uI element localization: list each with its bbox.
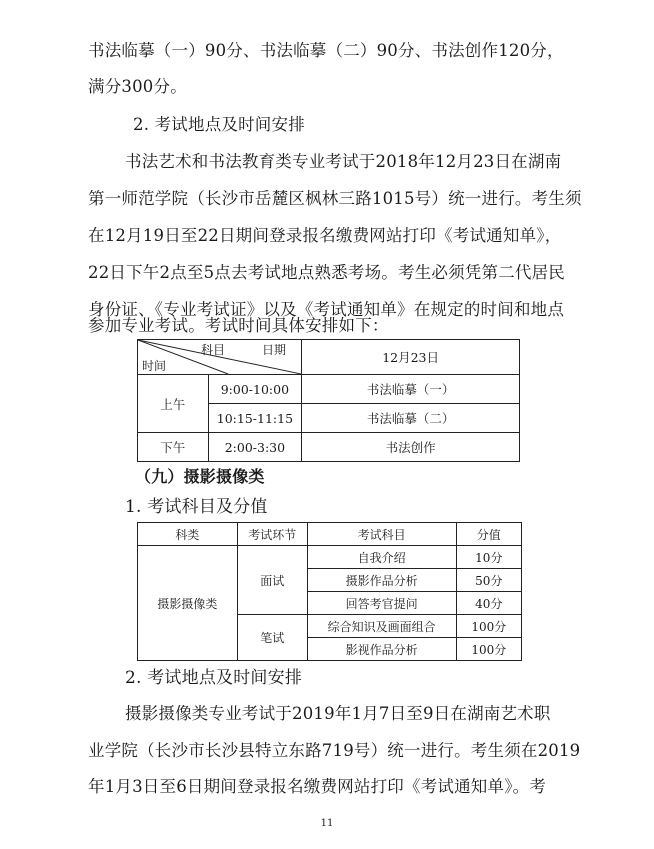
paragraph-line: 摄影摄像类专业考试于2019年1月7日至9日在湖南艺术职 xyxy=(125,704,551,723)
score-cell: 100分 xyxy=(456,615,521,638)
subject-cell: 摄影作品分析 xyxy=(307,569,456,592)
time-cell: 2:00-3:30 xyxy=(208,433,302,462)
paragraph-line: 年1月3日至6日期间登录报名缴费网站打印《考试通知单》。考 xyxy=(88,777,547,796)
paragraph-line: 身份证、《专业考试证》以及《考试通知单》在规定的时间和地点 xyxy=(88,300,565,319)
paragraph-line: 第一师范学院（长沙市岳麓区枫林三路1015号）统一进行。考生须 xyxy=(88,189,582,208)
subject-cell: 书法创作 xyxy=(302,433,520,462)
header-cell: 考试科目 xyxy=(307,523,456,546)
subject-cell: 综合知识及画面组合 xyxy=(307,615,456,638)
header-cell: 科类 xyxy=(138,523,238,546)
category-cell: 摄影摄像类 xyxy=(138,546,238,661)
subsection-heading: 2. 考试地点及时间安排 xyxy=(125,668,303,688)
paragraph-line: 参加专业考试。考试时间具体安排如下： xyxy=(88,316,389,335)
subjects-scores-table xyxy=(137,522,522,661)
subsection-heading: 1. 考试科目及分值 xyxy=(125,497,268,517)
period-cell: 下午 xyxy=(138,433,209,462)
diagonal-header-cell xyxy=(138,340,302,375)
period-cell: 上午 xyxy=(138,375,209,433)
stage-cell: 面试 xyxy=(237,546,307,615)
section-heading: 2. 考试地点及时间安排 xyxy=(133,115,305,134)
header-cell: 考试环节 xyxy=(237,523,307,546)
stage-cell: 笔试 xyxy=(237,615,307,661)
subject-cell: 回答考官提问 xyxy=(307,592,456,615)
page-number: 11 xyxy=(320,818,334,829)
paragraph-line: 22日下午2点至5点去考试地点熟悉考场。考生必须凭第二代居民 xyxy=(88,263,565,282)
header-date: 日期 xyxy=(262,343,287,357)
subject-cell: 书法临摹（一） xyxy=(302,375,520,404)
score-cell: 50分 xyxy=(456,569,521,592)
score-cell: 40分 xyxy=(456,592,521,615)
paragraph-line: 书法艺术和书法教育类专业考试于2018年12月23日在湖南 xyxy=(125,152,562,171)
score-cell: 10分 xyxy=(456,546,521,569)
paragraph-line: 满分300分。 xyxy=(88,77,187,96)
header-day: 12月23日 xyxy=(302,340,520,375)
paragraph-line: 书法临摹（一）90分、书法临摹（二）90分、书法创作120分， xyxy=(88,41,564,60)
time-cell: 10:15-11:15 xyxy=(208,404,302,433)
subject-cell: 书法临摹（二） xyxy=(302,404,520,433)
subject-cell: 自我介绍 xyxy=(307,546,456,569)
time-cell: 9:00-10:00 xyxy=(208,375,302,404)
paragraph-line: 业学院（长沙市长沙县特立东路719号）统一进行。考生须在2019 xyxy=(88,741,581,760)
header-subject: 科目 xyxy=(201,343,226,357)
score-cell: 100分 xyxy=(456,638,521,661)
paragraph-line: 在12月19日至22日期间登录报名缴费网站打印《考试通知单》， xyxy=(88,226,562,245)
exam-schedule-table xyxy=(137,339,520,462)
section-heading: （九）摄影摄像类 xyxy=(135,467,265,486)
header-cell: 分值 xyxy=(456,523,521,546)
subject-cell: 影视作品分析 xyxy=(307,638,456,661)
header-time: 时间 xyxy=(142,359,167,373)
